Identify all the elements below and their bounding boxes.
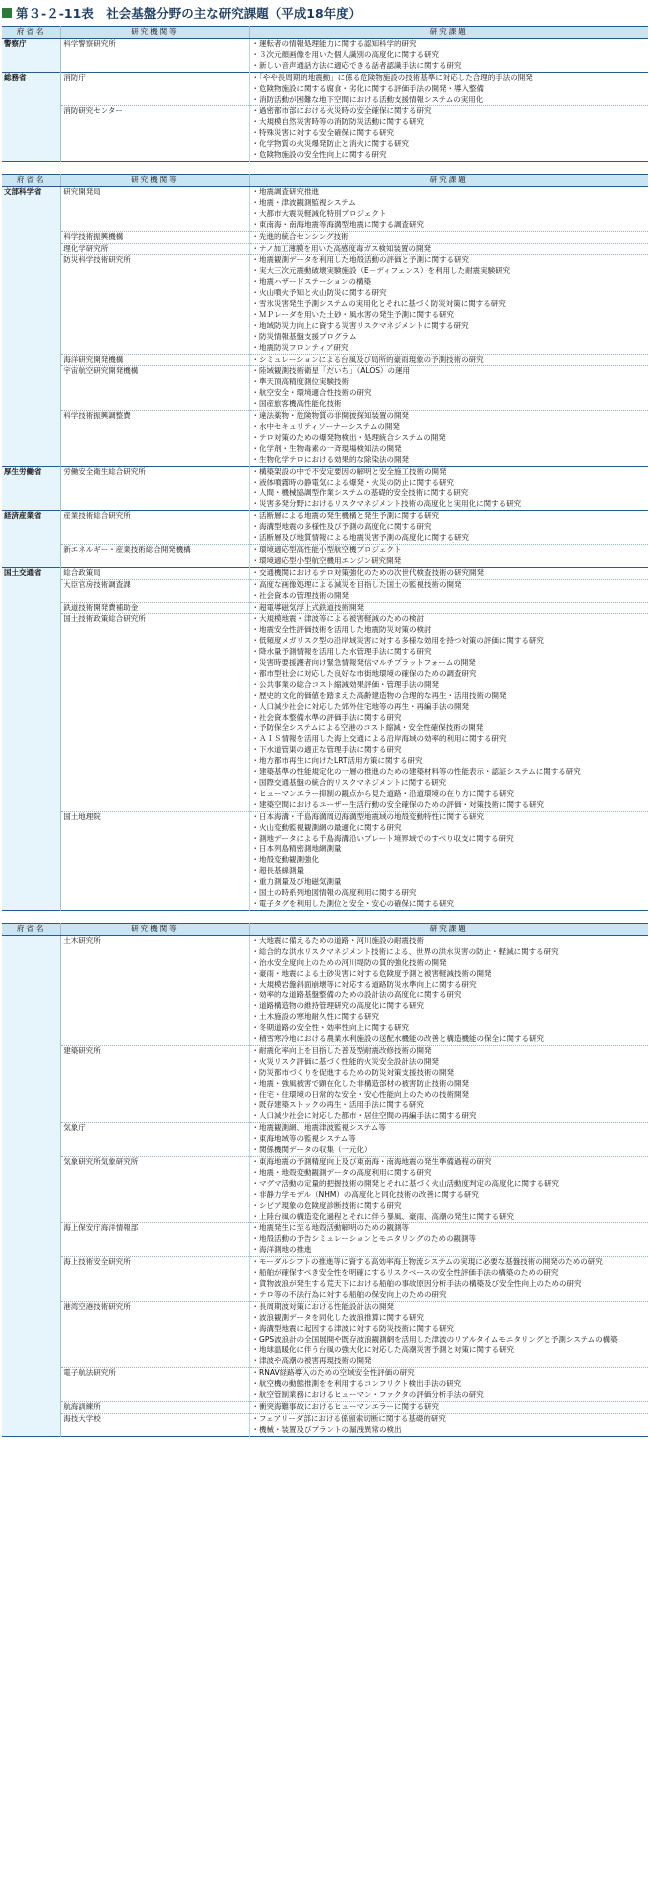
research-topics-cell [249,1123,648,1157]
research-topic-item: ・化学物質の火災爆発防止と消火に関する研究 [251,139,410,149]
research-topic-item: ・環境適応型小型航空機用エンジン研究開発 [251,555,402,565]
table-row [2,1301,648,1367]
institution-cell: 電子航法研究所 [61,1368,249,1402]
research-topic-item: ・危険物施設に関する腐食・劣化に関する評価手法の開発・導入整備 [251,83,485,93]
institution-cell: 労働安全衛生総合研究所 [61,466,249,511]
research-topic-item: ・地方都市再生に向けたLRT活用方策に関する研究 [251,756,423,766]
research-topics-cell [249,411,648,467]
research-topics-cell [249,602,648,614]
research-topics-cell [249,1413,648,1436]
header-row [2,174,648,186]
header-ministry: 府省名 [2,27,61,39]
table-row [2,1123,648,1157]
institution-cell: 消防研究センター [61,106,249,162]
research-topic-item: ・運転者の情報処理能力に関する認知科学的研究 [251,39,417,48]
research-topic-item: ・フェアリーダ部における係留索切断に関する基礎的研究 [251,1413,446,1423]
research-topic-item: ・人口減少社会に対応した郊外住宅地等の再生・再編手法の開発 [251,701,470,711]
table-row [2,231,648,243]
sections-container [0,26,650,1437]
research-topic-item: ・下水道管渠の適正な管理手法に関する研究 [251,745,402,755]
research-topic-item: ・ＭＰレーダを用いた土砂・風水害の発生予測に関する研究 [251,309,455,319]
research-topic-item: ・シミュレーションによる台風及び局所的豪雨現象の予測技術の研究 [251,354,484,364]
table-section [0,923,650,1437]
research-topic-item: ・地殻変動観測強化 [251,855,320,865]
research-topic-item: ・過密都市部における火災時の安全確保に関する研究 [251,106,432,116]
table-row [2,411,648,467]
ministry-cell: 総務省 [2,72,61,161]
research-topic-item: ・航空機の動態推測をを利用するコンフリクト検出手法の研究 [251,1379,462,1389]
research-topics-cell [249,72,648,106]
research-topics-cell [249,1301,648,1367]
research-topic-item: ・超長基線測量 [251,866,305,876]
research-topic-item: ・人間・機械協調型作業システムの基礎的安全技術に関する研究 [251,488,469,498]
header-ministry: 府省名 [2,923,61,935]
table-row [2,243,648,255]
research-topic-item: ・モーダルシフトの推進等に資する高効率海上物流システムの実現に必要な基盤技術の開発のための研究 [251,1257,603,1267]
research-topic-item: ・地震観測網、地震津波監視システム等 [251,1123,386,1133]
research-topic-item: ・超電導磁気浮上式鉄道技術開発 [251,602,365,612]
institution-cell: 研究開発局 [61,186,249,231]
table-row [2,366,648,411]
research-topic-item: ・東海地震の予測精度向上及び東南海・南海地震の発生準備過程の研究 [251,1157,492,1166]
research-topic-item: ・実大三次元震動破壊実験施設（E－ディフェンス）を利用した耐震実験研究 [251,266,511,276]
table-row [2,186,648,231]
institution-cell: 気象庁 [61,1123,249,1157]
research-topic-item: ・消防活動が困難な地下空間における活動支援情報システムの実用化 [251,94,484,104]
research-topic-item: ・ＡＩＳ情報を活用した海上交通による沿岸海域の効率的利用に関する研究 [251,734,507,744]
research-topic-item: ・効率的な道路基盤整備のための設計法の高度化に関する研究 [251,990,462,1000]
research-topic-item: ・GPS波浪計の全国展開や既存波浪観測網を活用した津波のリアルタイムモニタリングと予測システムの構築 [251,1334,618,1344]
table-body [2,186,648,910]
table-header [2,923,648,935]
table-title-text: 第３-２-11表 社会基盤分野の主な研究課題（平成18年度） [16,6,362,21]
research-topic-item: ・関係機関データの収集（一元化） [251,1145,372,1155]
research-topic-item: ・地域防災力向上に資する災害リスクマネジメントに関する研究 [251,320,469,330]
research-topic-item: ・３次元顔画像を用いた個人識別の高度化に関する研究 [251,49,440,59]
research-topic-item: ・構築架設の中で不安定要因の解明と安全施工技術の開発 [251,466,447,476]
research-table [2,26,648,162]
institution-cell: 港湾空港技術研究所 [61,1301,249,1367]
ministry-cell [2,935,61,1436]
research-topic-item: ・危険物施設の安全性向上に関する研究 [251,150,387,160]
institution-cell: 総合政策局 [61,567,249,579]
header-institution: 研究機関等 [61,174,249,186]
research-topic-item: ・大規模自然災害時等の消防防災活動に関する研究 [251,117,425,127]
ministry-cell: 文部科学省 [2,186,61,466]
header-research: 研究課題 [249,923,648,935]
research-topic-item: ・国産旅客機高性能化技術 [251,399,342,409]
research-topic-item: ・重力測量及び地磁気測量 [251,877,342,887]
research-topic-item: ・RNAV経路導入のための空域安全性評価の研究 [251,1368,415,1378]
research-topic-item: ・マグマ活動の定量的把握技術の開発とそれに基づく火山活動度判定の高度化に関する研究 [251,1178,560,1188]
research-topic-item: ・公共事業の総合コスト縮減効果評価・管理手法の開発 [251,679,440,689]
research-topic-item: ・衝突海難事故におけるヒューマンエラーに関する研究 [251,1401,440,1411]
institution-cell: 国土地理院 [61,811,249,910]
research-topic-item: ・交通機関におけるテロ対策強化のための次世代検査技術の研究開発 [251,567,485,577]
institution-cell: 海上技術安全研究所 [61,1257,249,1302]
research-topic-item: ・違法薬物・危険物質の非開披探知装置の開発 [251,411,410,421]
institution-cell: 科学技術振興機構 [61,231,249,243]
research-topic-item: ・地球温暖化に伴う台風の強大化に対応した高潮災害予測と対策に関する研究 [251,1345,515,1355]
research-topic-item: ・機械・装置及びプラントの漏洩異常の検出 [251,1424,402,1434]
research-topic-item: ・火山変動監視観測網の最適化に関する研究 [251,822,402,832]
table-row [2,466,648,511]
research-topic-item: ・地震発生に至る地殻活動解明のための観測等 [251,1223,410,1233]
table-row [2,811,648,910]
institution-cell: 科学技術振興調整費 [61,411,249,467]
institution-cell: 海上保安庁海洋情報部 [61,1223,249,1257]
table-row [2,935,648,1045]
table-row [2,579,648,602]
institution-cell: 鉄道技術開発費補助金 [61,602,249,614]
research-topic-item: ・都市型社会に対応した良好な市街地環境の確保のための調査研究 [251,668,477,678]
table-row [2,106,648,162]
research-topic-item: ・新しい音声通話方法に適応できる話者認識手法に関する研究 [251,60,462,70]
research-topic-item: ・シビア現象の危険度診断技術に関する研究 [251,1200,402,1210]
table-row [2,1368,648,1402]
research-topic-item: ・大都市大震災軽減化特別プロジェクト [251,208,387,218]
table-row [2,1223,648,1257]
research-topics-cell [249,231,648,243]
research-topic-item: ・耐震化率向上を目指した普及型耐震改修技術の開発 [251,1045,432,1055]
research-topic-item: ・貨物波浪が発生する荒天下における船舶の事故原因分析手法の構築及び安全性向上のための研究 [251,1278,582,1288]
research-topics-cell [249,1368,648,1402]
research-topic-item: ・大規模岩盤斜面崩壊等に対応する道路防災水準向上に関する研究 [251,979,477,989]
research-topic-item: ・地震・地殻変動観測データの高度利用に関する研究 [251,1167,432,1177]
institution-cell: 防災科学技術研究所 [61,255,249,354]
research-topics-cell [249,354,648,366]
research-topic-item: ・防災都市づくりを促進するための防災対策支援技術の開発 [251,1067,455,1077]
research-topic-item: ・長周期波対策における性能設計法の開発 [251,1301,395,1311]
research-topic-item: ・テロ等の不法行為に対する船舶の保安向上のための研究 [251,1289,447,1299]
research-topics-cell [249,579,648,602]
table-row [2,511,648,545]
institution-cell: 国土技術政策総合研究所 [61,614,249,811]
research-topic-item: ・土木施設の寒地耐久性に関する研究 [251,1012,380,1022]
research-topics-cell [249,811,648,910]
table-title [2,4,650,22]
research-topic-item: ・活断層及び地質情報による地震災害予測の高度化に関する研究 [251,533,470,543]
research-topic-item: ・電子タグを利用した測位と安全・安心の確保に関する研究 [251,898,455,908]
research-topic-item: ・環境適応型高性能小型航空機プロジェクト [251,544,402,554]
ministry-cell: 警察庁 [2,39,61,73]
institution-cell: 大臣官房技術調査課 [61,579,249,602]
table-row [2,255,648,354]
research-topic-item: ・火山噴火予知と火山防災に関する研究 [251,288,387,298]
research-topic-item: ・津波や高潮の被害再現技術の開発 [251,1356,372,1366]
research-topics-cell [249,466,648,511]
institution-cell: 新エネルギー・産業技術総合開発機構 [61,544,249,567]
header-research: 研究課題 [249,27,648,39]
research-topic-item: ・化学剤・生物毒素の一斉現場検知法の開発 [251,443,402,453]
research-topics-cell [249,614,648,811]
research-topic-item: ・水中セキュリティソーナーシステムの開発 [251,422,400,431]
table-row [2,354,648,366]
institution-cell: 航海訓練所 [61,1401,249,1413]
research-topics-cell [249,243,648,255]
research-topics-cell [249,106,648,162]
research-topics-cell [249,1157,648,1223]
research-topics-cell [249,1401,648,1413]
research-topic-item: ・雪氷災害発生予測システムの実用化とそれに基づく防災対策に関する研究 [251,299,506,309]
research-topics-cell [249,544,648,567]
table-row [2,544,648,567]
ministry-cell: 国土交通省 [2,567,61,910]
research-topics-cell [249,511,648,545]
research-topic-item: ・船舶が確保すべき安全性を明確にするリスクベースの安全性評価手法の構築のための研究 [251,1268,559,1278]
header-institution: 研究機関等 [61,923,249,935]
institution-cell: 科学警察研究所 [61,39,249,73]
research-topic-item: ・火災リスク評価に基づく性能的火災安全設計法の開発 [251,1056,439,1066]
research-topic-item: ・冬期道路の安全性・効率性向上に関する研究 [251,1023,410,1033]
research-topic-item: ・地殻活動の予告シミュレーションとモニタリングのための観測等 [251,1234,476,1244]
research-topics-cell [249,1045,648,1122]
research-topic-item: ・活断層による地震の発生機構と発生予測に関する研究 [251,511,440,521]
research-topic-item: ・大規模地震・津波等による被害軽減のための検討 [251,614,425,624]
research-topic-item: ・防災情報基盤支援プログラム [251,331,357,341]
table-row [2,1257,648,1302]
research-topic-item: ・地震ハザードステーションの構築 [251,277,372,287]
research-topic-item: ・災害多発分野におけるリスクマネジメント技術の高度化と実用化に関する研究 [251,499,522,509]
research-topic-item: ・予防保全システムによる空港のコスト縮減・安全性確保技術の開発 [251,723,484,733]
research-topic-item: ・人口減少社会に対応した都市・居住空間の再編手法に関する研究 [251,1111,477,1121]
research-topic-item: ・日本列島精密測地網測量 [251,844,342,854]
table-row [2,567,648,579]
research-topic-item: ・地震観測データを利用した地殻活動の評価と予測に関する研究 [251,255,470,265]
institution-cell: 気象研究所気象研究所 [61,1157,249,1223]
research-topics-cell [249,186,648,231]
header-row [2,27,648,39]
research-topic-item: ・特殊災害に対する安全確保に関する研究 [251,128,395,138]
research-topic-item: ・液体噴霧時の静電気による爆発・火災の防止に関する研究 [251,477,455,487]
research-topic-item: ・東南海・南海地震等海溝型地震に関する調査研究 [251,219,425,229]
research-topic-item: ・建築基準の性能規定化の一層の推進のための建築材料等の性能表示・認証システムに関する研究 [251,767,581,777]
research-topic-item: ・ナノ加工薄膜を用いた高感度毒ガス検知装置の開発 [251,243,432,253]
research-topics-cell [249,1223,648,1257]
institution-cell: 理化学研究所 [61,243,249,255]
header-ministry: 府省名 [2,174,61,186]
research-topic-item: ・大地震に備えるための道路・河川施設の耐震技術 [251,935,425,945]
research-topics-cell [249,39,648,73]
research-topic-item: ・航空管制業務におけるヒューマン・ファクタの評価分析手法の研究 [251,1390,484,1400]
research-topic-item: ・航空安全・環境適合性技術の研究 [251,388,372,398]
research-topic-item: ・治水安全度向上のための河川堤防の質的強化技術の開発 [251,957,447,967]
institution-cell: 海技大学校 [61,1413,249,1436]
table-header [2,174,648,186]
table-row [2,1157,648,1223]
table-row [2,39,648,73]
research-topic-item: ・災害時要援護者向け緊急情報発信マルチプラットフォームの開発 [251,658,476,668]
ministry-cell: 経済産業省 [2,511,61,568]
institution-cell: 産業技術総合研究所 [61,511,249,545]
table-section [0,26,650,162]
research-topic-item: ・波浪観測データを同化した波浪推算に関する研究 [251,1312,425,1322]
research-topic-item: ・日本海溝・千島海溝周辺海溝型地震域の地殻変動特性に関する研究 [251,811,485,821]
table-body [2,935,648,1436]
table-header [2,27,648,39]
ministry-cell: 厚生労働省 [2,466,61,511]
research-topics-cell [249,255,648,354]
research-topics-cell [249,567,648,579]
research-topic-item: ・準天頂高精度測位実験技術 [251,377,350,387]
research-topic-item: ・社会資本の管理技術の開発 [251,590,350,600]
table-row [2,72,648,106]
research-topic-item: ・上陸台風の構造変化過程とそれに伴う暴風、豪雨、高潮の発生に関する研究 [251,1211,515,1221]
research-topic-item: ・海洋測地の推進 [251,1245,312,1255]
research-topic-item: ・高度な画像処理による減災を目指した国土の監視技術の開発 [251,579,462,589]
research-topics-cell [249,366,648,411]
table-row [2,614,648,811]
research-topic-item: ・道路構造物の維持管理研究の高度化に関する研究 [251,1001,425,1011]
research-table [2,174,648,911]
research-topic-item: ・測地データによる千島海溝沿いプレート境界域でのすべり収支に関する研究 [251,833,514,843]
research-topic-item: ・生物化学テロにおける効果的な除染法の開発 [251,454,410,464]
research-topic-item: ・地震・強風被害で顕在化した非構造部材の被害防止技術の開発 [251,1078,470,1088]
research-topic-item: ・東海地域等の監視システム等 [251,1134,356,1144]
header-research: 研究課題 [249,174,648,186]
table-section [0,174,650,911]
research-topics-cell [249,935,648,1045]
research-topic-item: ・非静力学モデル（NHM）の高度化と同化技術の改善に関する研究 [251,1189,479,1199]
research-topic-item: ・「やや長周期的地震動」に係る危険物施設の技術基準に対応した合理的手法の開発 [251,72,533,82]
research-topic-item: ・降水量予測情報を活用した水管理手法に関する研究 [251,647,432,657]
research-topic-item: ・歴史的文化的価値を踏まえた高齢建造物の合理的な再生・活用技術の開発 [251,690,507,700]
research-topic-item: ・地震防災フロンティア研究 [251,342,349,352]
research-topic-item: ・国際交通基盤の統合的リスクマネジメントに関する研究 [251,778,447,787]
research-topic-item: ・地震・津波観測監視システム [251,197,356,207]
research-topic-item: ・地震安全性評価技術を活用した地震防災対策の検討 [251,625,432,635]
research-topic-item: ・国土の時系列地図情報の高度利用に関する研究 [251,888,417,898]
table-row [2,1401,648,1413]
institution-cell: 宇宙航空研究開発機構 [61,366,249,411]
header-row [2,923,648,935]
table-row [2,602,648,614]
research-topic-item: ・先進的統合センシング技術 [251,231,349,241]
research-topic-item: ・ヒューマンエラー抑制の観点から見た道路・沿道環境の在り方に関する研究 [251,788,515,798]
table-row [2,1413,648,1436]
table-row [2,1045,648,1122]
research-topic-item: ・住宅・住環境の日常的な安全・安心性能向上のための技術開発 [251,1089,470,1099]
institution-cell: 海洋研究開発機構 [61,354,249,366]
research-topic-item: ・総合的な洪水リスクマネジメント技術による、世界の洪水災害の防止・軽減に関する研究 [251,946,559,956]
research-topic-item: ・テロ対策のための爆発物検出・処理統合システムの開発 [251,432,446,442]
header-institution: 研究機関等 [61,27,249,39]
institution-cell: 土木研究所 [61,935,249,1045]
research-topic-item: ・社会資本整備水準の評価手法に関する研究 [251,712,402,722]
research-topic-item: ・海溝型地震に起因する津波に対する防災技術に関する研究 [251,1323,455,1333]
research-topic-item: ・積雪寒冷地における農業水利施設の送配水機能の改善と構造機能の保全に関する研究 [251,1034,545,1044]
institution-cell: 消防庁 [61,72,249,106]
research-topics-cell [249,1257,648,1302]
research-topic-item: ・海溝型地震の多様性及び予測の高度化に関する研究 [251,522,432,532]
research-topic-item: ・低頻度メガリスク型の沿岸域災害に対する多様な効用を持つ対策の評価に関する研究 [251,636,544,646]
research-topic-item: ・陸域観測技術衛星「だいち」（ALOS）の運用 [251,366,411,376]
research-table [2,923,648,1437]
institution-cell: 建築研究所 [61,1045,249,1122]
research-topic-item: ・豪雨・地震による土砂災害に対する危険度予測と被害軽減技術の開発 [251,968,492,978]
research-topic-item: ・地震調査研究推進 [251,186,320,196]
square-bullet-icon [2,8,12,18]
research-topic-item: ・建築空間におけるユーザー生活行動の安全確保のための評価・対策技術に関する研究 [251,799,545,809]
research-topic-item: ・既存建築ストックの再生・活用手法に関する研究 [251,1100,424,1110]
table-body [2,39,648,162]
